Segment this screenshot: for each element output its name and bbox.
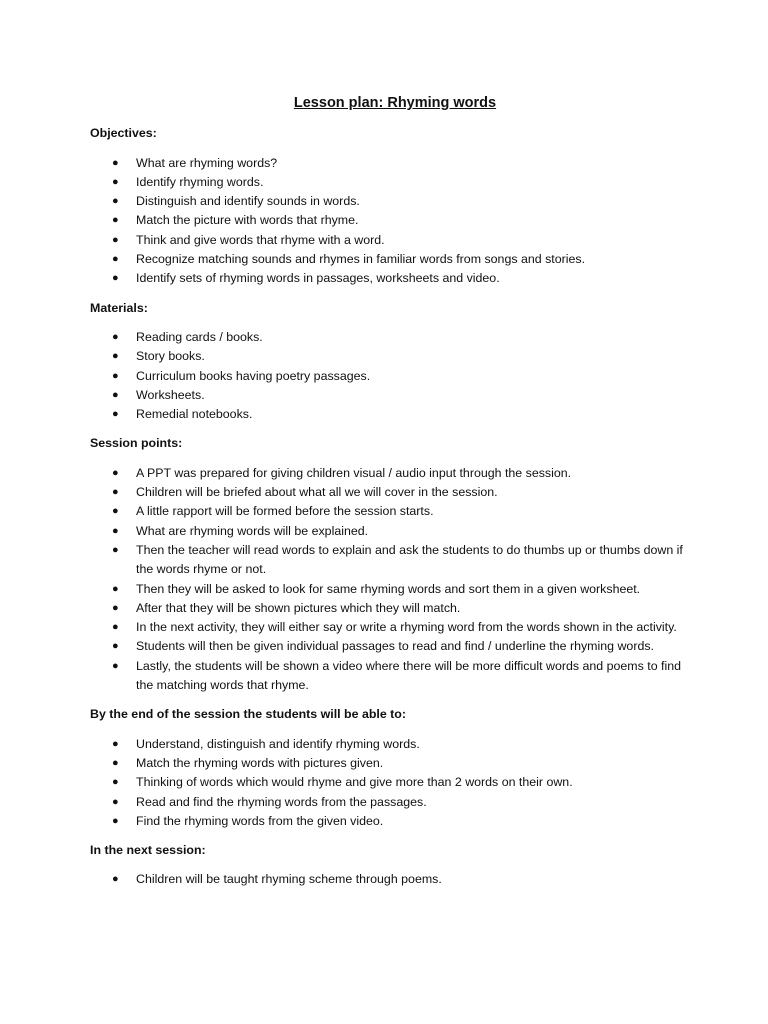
bullet-icon: ● xyxy=(112,233,119,246)
list-item: ● Read and find the rhyming words from the passages. xyxy=(90,793,690,812)
objectives-list xyxy=(90,154,690,289)
objectives-section xyxy=(90,124,690,288)
bullet-icon: ● xyxy=(112,195,119,208)
bullet-icon: ● xyxy=(112,582,119,595)
bullet-icon: ● xyxy=(112,776,119,789)
bullet-icon: ● xyxy=(112,524,119,537)
next-session-heading: In the next session: xyxy=(90,843,206,858)
bullet-icon: ● xyxy=(112,253,119,266)
list-item: ● Remedial notebooks. xyxy=(90,405,690,424)
materials-heading: Materials: xyxy=(90,300,148,315)
bullet-icon: ● xyxy=(112,369,119,382)
list-item: ● Think and give words that rhyme with a word. xyxy=(90,231,690,250)
bullet-icon: ● xyxy=(112,873,119,886)
list-item: ● Recognize matching sounds and rhymes in familiar words from songs and stories. xyxy=(90,250,690,269)
list-item: ● Then the teacher will read words to explain and ask the students to do thumbs up or thumbs down if the words rhyme or not. xyxy=(112,542,683,577)
outcomes-section xyxy=(90,705,690,831)
list-item: ● A PPT was prepared for giving children visual / audio input through the session. xyxy=(90,464,690,483)
next-session-list xyxy=(90,870,690,889)
bullet-icon: ● xyxy=(112,466,119,479)
page-title: Lesson plan: Rhyming words xyxy=(293,95,497,111)
list-item: ● Find the rhyming words from the given video. xyxy=(90,812,690,831)
bullet-icon: ● xyxy=(112,505,119,518)
bullet-icon: ● xyxy=(112,543,119,556)
list-item: ● Identify rhyming words. xyxy=(90,173,690,192)
list-item: ● Students will then be given individual passages to read and find / underline the rhyming words. xyxy=(90,637,690,656)
list-item: ● Children will be taught rhyming scheme through poems. xyxy=(90,870,690,889)
list-item: ● Match the rhyming words with pictures given. xyxy=(90,754,690,773)
list-item: ● Lastly, the students will be shown a video where there will be more difficult words and poems to find the matching words that rhyme. xyxy=(112,658,682,693)
bullet-icon: ● xyxy=(112,330,119,343)
list-item: ● Thinking of words which would rhyme and give more than 2 words on their own. xyxy=(90,773,690,792)
bullet-icon: ● xyxy=(112,214,119,227)
list-item: ● Then they will be asked to look for same rhyming words and sort them in a given worksheet. xyxy=(90,580,690,599)
list-item: ● Worksheets. xyxy=(90,386,690,405)
bullet-icon: ● xyxy=(112,640,119,653)
list-item: ● Understand, distinguish and identify rhyming words. xyxy=(90,735,690,754)
session-points-list xyxy=(90,464,690,696)
next-session-section xyxy=(90,841,690,890)
bullet-icon: ● xyxy=(112,756,119,769)
bullet-icon: ● xyxy=(112,486,119,499)
outcomes-list xyxy=(90,735,690,831)
session-points-heading: Session points: xyxy=(90,436,183,451)
list-item: ● What are rhyming words? xyxy=(90,154,690,173)
session-points-section xyxy=(90,434,690,695)
materials-list xyxy=(90,328,690,424)
list-item: ● Children will be briefed about what all we will cover in the session. xyxy=(90,483,690,502)
outcomes-heading: By the end of the session the students will be able to: xyxy=(90,707,407,722)
bullet-icon: ● xyxy=(112,795,119,808)
list-item: ● In the next activity, they will either say or write a rhyming word from the words shown in the activity. xyxy=(90,618,690,637)
bullet-icon: ● xyxy=(112,156,119,169)
bullet-icon: ● xyxy=(112,350,119,363)
materials-section xyxy=(90,299,690,425)
list-item: ● After that they will be shown pictures which they will match. xyxy=(90,599,690,618)
bullet-icon: ● xyxy=(112,272,119,285)
bullet-icon: ● xyxy=(112,601,119,614)
list-item: ● Match the picture with words that rhyme. xyxy=(90,211,690,230)
list-item: ● Identify sets of rhyming words in passages, worksheets and video. xyxy=(90,269,690,288)
objectives-heading: Objectives: xyxy=(90,126,157,141)
list-item: ● Curriculum books having poetry passages. xyxy=(90,367,690,386)
bullet-icon: ● xyxy=(112,814,119,827)
list-item: ● Reading cards / books. xyxy=(90,328,690,347)
bullet-icon: ● xyxy=(112,621,119,634)
list-item: ● Distinguish and identify sounds in words. xyxy=(90,192,690,211)
bullet-icon: ● xyxy=(112,388,119,401)
bullet-icon: ● xyxy=(112,175,119,188)
bullet-icon: ● xyxy=(112,659,119,672)
list-item: ● What are rhyming words will be explained. xyxy=(90,522,690,541)
bullet-icon: ● xyxy=(112,737,119,750)
bullet-icon: ● xyxy=(112,408,119,421)
list-item: ● Story books. xyxy=(90,347,690,366)
list-item: ● A little rapport will be formed before the session starts. xyxy=(90,502,690,521)
